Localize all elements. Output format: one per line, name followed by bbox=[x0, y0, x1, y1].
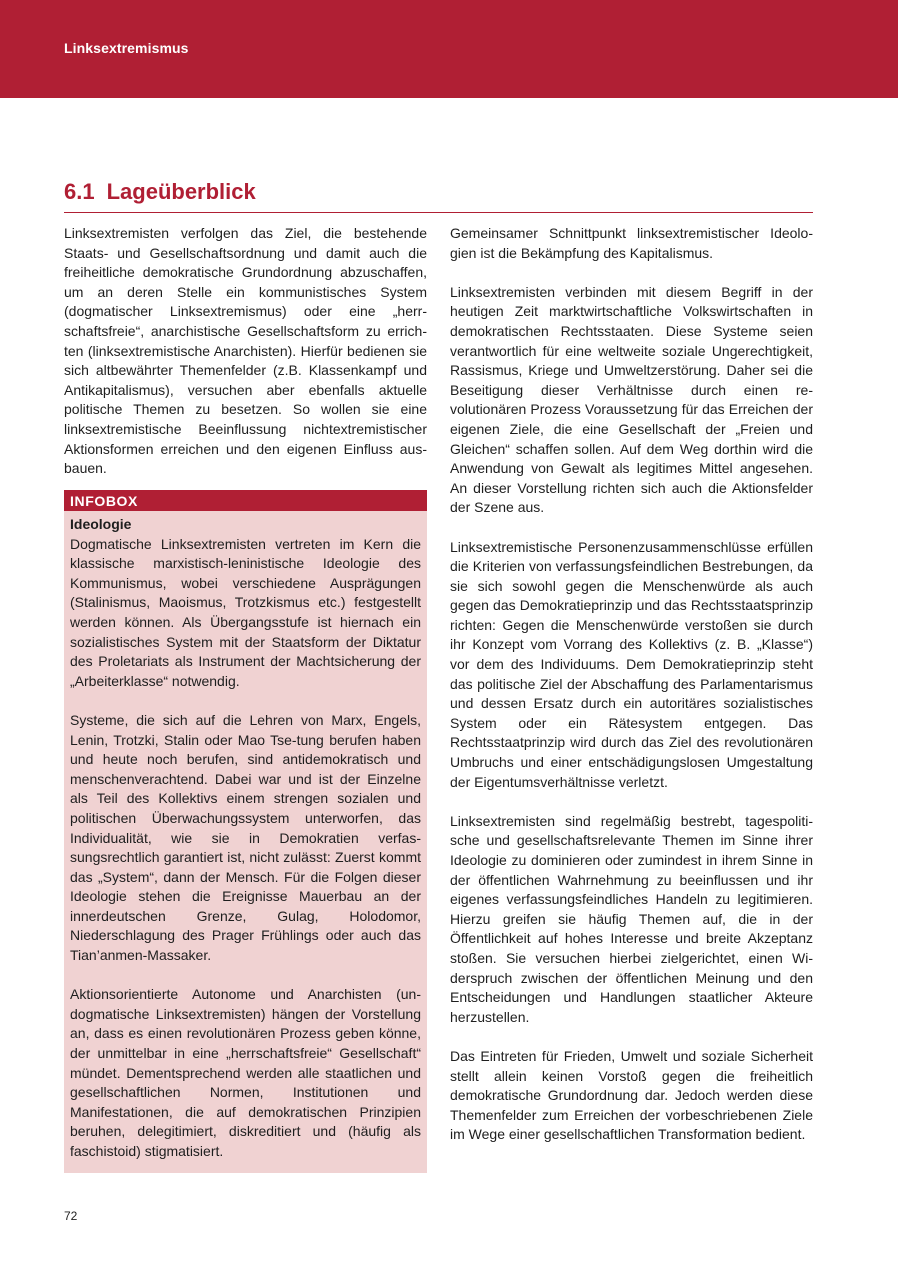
section-number: 6.1 bbox=[64, 179, 95, 204]
running-title: Linksextremismus bbox=[64, 40, 189, 56]
body-paragraph: Das Eintreten für Frieden, Umwelt und soziale Sicherheit stellt allein keinen Vorstoß gegen die freiheitlich demokratische Grundordnung dar. Jedoch werden diese Themenfelder zum Erreichen der vorbeschriebenen Ziele im Wege einer gesellschaftlichen Transformation bedient. bbox=[450, 1047, 813, 1143]
infobox-paragraph: Aktionsorientierte Autonome und Anarchisten (undogmatische Linksextremisten) hängen der Vorstellung an, dass es einen revolutionären Prozess geben könne, der unmittelbar in eine „herrschaftsfreie“ Gesellschaft“ mündet. Dementsprechend werden alle staatlichen und gesellschaftlichen Normen, Institutionen und Manifestationen, die auf demokratischen Prinzipien beruhen, delegitimiert, diskreditiert und (häufig als faschistoid) stigmatisiert. bbox=[70, 986, 421, 1159]
body-paragraph: Gemeinsamer Schnittpunkt linksextremistischer Ideologien ist die Bekämpfung des Kapitalismus. bbox=[450, 225, 813, 261]
infobox-paragraph: Systeme, die sich auf die Lehren von Marx, Engels, Lenin, Trotzki, Stalin oder Mao Tse-tung berufen haben und heute noch berufen, sind antidemokratisch und menschenverachtend. Dabei war und ist der Einzelne als Teil des Kollektivs einem strengen sozialen und politischen Überwachungssystem unterworfen, das Individualität, wie sie in Demokratien verfassungsrechtlich garantiert ist, nicht zulässt: Zuerst kommt das „System“, dann der Mensch. Für die Folgen dieser Ideologie stehen die Ereignisse Mauerbau an der innerdeutschen Grenze, Gulag, Holodomor, Niederschlagung des Prager Frühlings oder auch das Tian’anmen-Massaker. bbox=[70, 711, 421, 964]
section-title: Lageüberblick bbox=[106, 179, 256, 204]
body-paragraph: Linksextremisten sind regelmäßig bestrebt, tagespolitische und gesellschaftsrelevante Themen im Sinne ihrer Ideologie zu dominieren oder zumindest in ihrem Sinne in der öffentlichen Wahrnehmung zu beeinflussen und ihr eigenes verfassungsfeindliches Handeln zu legitimieren. Hierzu greifen sie häufig Themen auf, die in der Öffentlichkeit auf hohes Interesse und breite Akzeptanz stoßen. Sie versuchen hierbei zielgerichtet, einen Widerspruch zwischen der öffentlichen Meinung und den Entscheidungen und Handlungen staatlicher Akteure herzustellen. bbox=[450, 812, 813, 1025]
intro-paragraph: Linksextremisten verfolgen das Ziel, die bestehende Staats- und Gesellschaftsordnung und damit auch die freiheitliche demokratische Grundordnung abzuschaffen, um an deren Stelle ein kommunistisches System (dogmatischer Linksextremismus) oder eine „herrschaftsfreie“, anarchistische Gesellschaftsform zu errichten (linksextremistische Anarchisten). Hierfür bedienen sie sich altbewährter Themenfelder (z.B. Klassenkampf und Antikapitalismus), versuchen aber ebenfalls aktuelle politische Themen zu besetzen. So wollen sie eine linksextremistische Beeinflussung nichtextremistischer Aktionsformen erreichen und den eigenen Einfluss ausbauen. bbox=[64, 225, 427, 477]
infobox-body bbox=[64, 511, 427, 1162]
body-paragraph: Linksextremisten verbinden mit diesem Begriff in der heutigen Zeit marktwirtschaftliche Volkswirtschaften in demokratischen Rechtsstaaten. Diese Systeme seien verantwortlich für eine weltweite soziale Ungerechtigkeit, Rassismus, Kriege und Umweltzerstörung. Daher sei die Beseitigung dieser Verhältnisse durch einen revolutionären Prozess Voraussetzung für das Erreichen der eigenen Ziele, die eine Gesellschaft der „Freien und Gleichen“ schaffen sollen. Auf dem Weg dorthin wird die Anwendung von Gewalt als legitimes Mittel angesehen. An dieser Vorstellung richten sich auch die Aktionsfelder der Szene aus. bbox=[450, 283, 813, 516]
infobox-paragraph: Dogmatische Linksextremisten vertreten im Kern die klassische marxistisch-leninistische Ideologie des Kommunismus, wobei verschiedene Ausprägungen (Stalinismus, Maoismus, Trotzkismus etc.) festgestellt werden können. Als Übergangsstufe ist hiernach ein sozialistisches System mit der Staatsform der Diktatur des Proletariats als Instrument der Machtsicherung der „Arbeiterklasse“ notwendig. bbox=[70, 535, 421, 689]
right-column bbox=[450, 224, 813, 1165]
infobox-title: Ideologie bbox=[70, 516, 132, 532]
infobox bbox=[64, 490, 427, 1173]
section-heading bbox=[64, 178, 256, 206]
body-paragraph: Linksextremistische Personenzusammenschlüsse erfüllen die Kriterien von verfassungsfeindlichen Bestrebungen, da sie sich sowohl gegen die Menschenwürde als auch gegen das Demokratieprinzip und das Rechtsstaatsprinzip richten: Gegen die Menschenwürde verstoßen sie durch ihr Konzept vom Vorrang des Kollektivs (z. B. „Klasse“) vor dem des Individuums. Dem Demokratieprinzip steht das politische Ziel der Abschaffung des Parlamentarismus und dessen Ersatz durch ein autoritäres sozialistisches System oder ein Rätesystem entgegen. Das Rechtsstaatprinzip wird durch das Ziel des revolutionären Umbruchs und einer entschädigungslosen Umgestaltung der Eigentumsverhältnisse verletzt. bbox=[450, 538, 813, 790]
header-band bbox=[0, 0, 898, 98]
heading-rule bbox=[64, 212, 813, 213]
page-number: 72 bbox=[64, 1209, 78, 1223]
infobox-label: INFOBOX bbox=[64, 490, 427, 511]
left-column bbox=[64, 224, 427, 498]
